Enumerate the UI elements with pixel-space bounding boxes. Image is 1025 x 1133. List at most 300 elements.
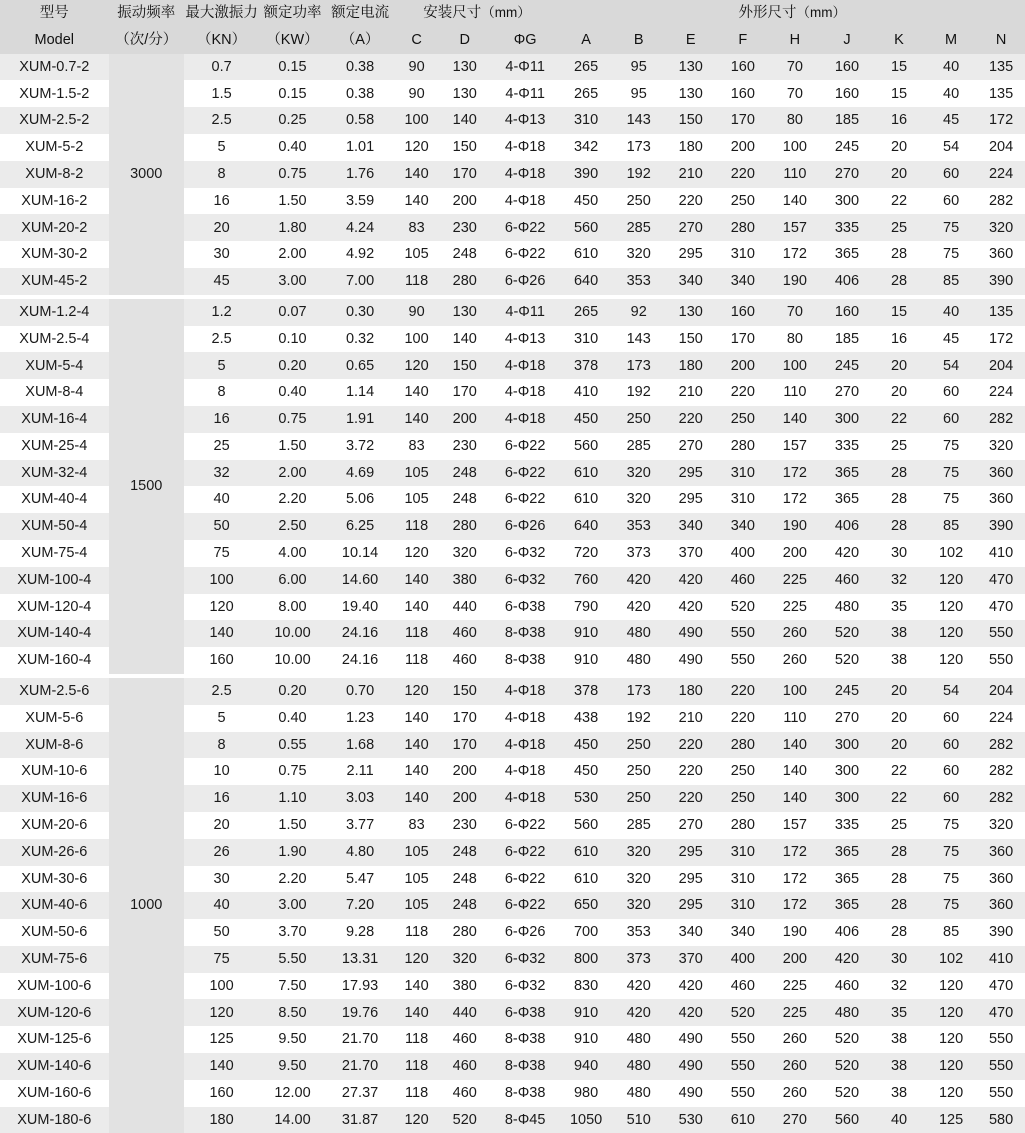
cell-G: 6-Φ26	[491, 268, 560, 295]
cell-B: 480	[613, 647, 665, 674]
cell-N: 360	[977, 241, 1025, 268]
cell-G: 4-Φ18	[491, 758, 560, 785]
cell-M: 120	[925, 594, 977, 621]
cell-E: 270	[665, 433, 717, 460]
cell-N: 390	[977, 919, 1025, 946]
cell-E: 130	[665, 54, 717, 81]
cell-K: 20	[873, 352, 925, 379]
cell-H: 140	[769, 188, 821, 215]
cell-B: 285	[613, 433, 665, 460]
cell-current: 3.77	[326, 812, 395, 839]
cell-E: 340	[665, 919, 717, 946]
cell-G: 4-Φ13	[491, 326, 560, 353]
cell-G: 4-Φ18	[491, 785, 560, 812]
cell-force: 125	[184, 1026, 259, 1053]
cell-force: 140	[184, 620, 259, 647]
cell-M: 60	[925, 188, 977, 215]
cell-model: XUM-120-6	[0, 999, 109, 1026]
cell-E: 370	[665, 540, 717, 567]
cell-F: 310	[717, 866, 769, 893]
cell-power: 9.50	[259, 1053, 325, 1080]
cell-N: 224	[977, 379, 1025, 406]
cell-A: 830	[560, 973, 613, 1000]
cell-current: 3.59	[326, 188, 395, 215]
header-model-cn: 型号	[0, 0, 109, 27]
cell-H: 260	[769, 647, 821, 674]
cell-model: XUM-75-4	[0, 540, 109, 567]
cell-K: 16	[873, 107, 925, 134]
cell-G: 4-Φ11	[491, 80, 560, 107]
cell-M: 120	[925, 647, 977, 674]
cell-model: XUM-40-4	[0, 486, 109, 513]
cell-current: 1.14	[326, 379, 395, 406]
cell-K: 35	[873, 594, 925, 621]
cell-C: 90	[394, 54, 438, 81]
cell-force: 1.2	[184, 299, 259, 326]
cell-B: 420	[613, 999, 665, 1026]
cell-current: 31.87	[326, 1107, 395, 1133]
cell-M: 54	[925, 134, 977, 161]
cell-B: 173	[613, 352, 665, 379]
cell-H: 110	[769, 705, 821, 732]
cell-current: 3.72	[326, 433, 395, 460]
table-row	[0, 678, 1025, 705]
cell-model: XUM-50-4	[0, 513, 109, 540]
cell-F: 170	[717, 107, 769, 134]
cell-force: 2.5	[184, 678, 259, 705]
cell-power: 2.20	[259, 486, 325, 513]
cell-H: 70	[769, 299, 821, 326]
cell-F: 250	[717, 188, 769, 215]
cell-C: 100	[394, 107, 438, 134]
header-col-H: H	[769, 27, 821, 54]
cell-N: 410	[977, 540, 1025, 567]
cell-J: 185	[821, 107, 873, 134]
cell-J: 460	[821, 567, 873, 594]
header-mounting-unit: （mm）	[481, 5, 531, 20]
cell-power: 1.80	[259, 214, 325, 241]
cell-C: 118	[394, 1053, 438, 1080]
cell-D: 380	[439, 973, 491, 1000]
cell-force: 5	[184, 352, 259, 379]
cell-current: 10.14	[326, 540, 395, 567]
header-power-cn: 额定功率	[259, 0, 325, 27]
cell-force: 50	[184, 919, 259, 946]
cell-E: 220	[665, 406, 717, 433]
cell-G: 6-Φ22	[491, 241, 560, 268]
cell-E: 270	[665, 812, 717, 839]
cell-B: 353	[613, 919, 665, 946]
cell-J: 245	[821, 352, 873, 379]
cell-K: 28	[873, 460, 925, 487]
cell-J: 160	[821, 54, 873, 81]
cell-M: 75	[925, 214, 977, 241]
cell-A: 560	[560, 812, 613, 839]
cell-C: 140	[394, 705, 438, 732]
cell-model: XUM-25-4	[0, 433, 109, 460]
cell-D: 140	[439, 326, 491, 353]
cell-A: 790	[560, 594, 613, 621]
cell-E: 130	[665, 299, 717, 326]
cell-F: 160	[717, 299, 769, 326]
cell-H: 172	[769, 892, 821, 919]
cell-K: 15	[873, 299, 925, 326]
cell-A: 760	[560, 567, 613, 594]
header-col-E: E	[665, 27, 717, 54]
cell-C: 105	[394, 839, 438, 866]
cell-model: XUM-2.5-6	[0, 678, 109, 705]
cell-D: 230	[439, 214, 491, 241]
cell-K: 28	[873, 892, 925, 919]
cell-H: 110	[769, 379, 821, 406]
cell-current: 1.68	[326, 732, 395, 759]
cell-current: 3.03	[326, 785, 395, 812]
cell-J: 406	[821, 268, 873, 295]
cell-power: 2.20	[259, 866, 325, 893]
cell-C: 120	[394, 540, 438, 567]
cell-C: 105	[394, 460, 438, 487]
cell-model: XUM-125-6	[0, 1026, 109, 1053]
cell-H: 190	[769, 919, 821, 946]
cell-J: 520	[821, 1026, 873, 1053]
cell-force: 180	[184, 1107, 259, 1133]
cell-power: 14.00	[259, 1107, 325, 1133]
cell-A: 450	[560, 188, 613, 215]
cell-N: 360	[977, 892, 1025, 919]
cell-E: 130	[665, 80, 717, 107]
cell-current: 5.47	[326, 866, 395, 893]
cell-D: 248	[439, 486, 491, 513]
cell-E: 370	[665, 946, 717, 973]
cell-E: 295	[665, 839, 717, 866]
cell-A: 910	[560, 1026, 613, 1053]
cell-F: 460	[717, 973, 769, 1000]
header-col-F: F	[717, 27, 769, 54]
cell-C: 118	[394, 1026, 438, 1053]
cell-model: XUM-140-4	[0, 620, 109, 647]
header-col-A: A	[560, 27, 613, 54]
cell-E: 150	[665, 326, 717, 353]
cell-model: XUM-0.7-2	[0, 54, 109, 81]
header-col-G: ΦG	[491, 27, 560, 54]
cell-A: 800	[560, 946, 613, 973]
cell-H: 190	[769, 513, 821, 540]
cell-M: 75	[925, 486, 977, 513]
cell-M: 40	[925, 54, 977, 81]
cell-F: 250	[717, 758, 769, 785]
cell-power: 2.00	[259, 460, 325, 487]
cell-G: 6-Φ22	[491, 460, 560, 487]
cell-G: 6-Φ26	[491, 919, 560, 946]
cell-power: 3.00	[259, 268, 325, 295]
cell-current: 24.16	[326, 647, 395, 674]
cell-D: 520	[439, 1107, 491, 1133]
cell-F: 310	[717, 486, 769, 513]
cell-K: 28	[873, 839, 925, 866]
cell-H: 260	[769, 1080, 821, 1107]
cell-M: 75	[925, 241, 977, 268]
cell-D: 280	[439, 268, 491, 295]
cell-power: 0.15	[259, 80, 325, 107]
cell-force: 1.5	[184, 80, 259, 107]
cell-C: 140	[394, 732, 438, 759]
cell-H: 140	[769, 785, 821, 812]
cell-current: 0.38	[326, 80, 395, 107]
cell-N: 360	[977, 839, 1025, 866]
cell-D: 230	[439, 433, 491, 460]
cell-H: 190	[769, 268, 821, 295]
cell-F: 250	[717, 785, 769, 812]
cell-C: 100	[394, 326, 438, 353]
cell-H: 140	[769, 758, 821, 785]
cell-F: 520	[717, 999, 769, 1026]
cell-G: 4-Φ18	[491, 379, 560, 406]
cell-F: 460	[717, 567, 769, 594]
cell-N: 282	[977, 406, 1025, 433]
cell-H: 70	[769, 54, 821, 81]
cell-C: 140	[394, 567, 438, 594]
cell-F: 310	[717, 460, 769, 487]
cell-K: 28	[873, 241, 925, 268]
cell-force: 75	[184, 946, 259, 973]
cell-B: 173	[613, 678, 665, 705]
cell-C: 105	[394, 866, 438, 893]
cell-D: 280	[439, 513, 491, 540]
cell-N: 360	[977, 486, 1025, 513]
cell-E: 180	[665, 134, 717, 161]
cell-A: 530	[560, 785, 613, 812]
cell-C: 83	[394, 433, 438, 460]
cell-model: XUM-10-6	[0, 758, 109, 785]
cell-K: 38	[873, 1053, 925, 1080]
header-col-M: M	[925, 27, 977, 54]
cell-J: 520	[821, 1053, 873, 1080]
cell-A: 720	[560, 540, 613, 567]
cell-A: 378	[560, 352, 613, 379]
cell-current: 1.91	[326, 406, 395, 433]
cell-power: 0.40	[259, 134, 325, 161]
cell-D: 460	[439, 1053, 491, 1080]
header-outline-group	[560, 0, 1025, 27]
cell-C: 120	[394, 678, 438, 705]
cell-D: 460	[439, 620, 491, 647]
cell-E: 420	[665, 999, 717, 1026]
cell-C: 90	[394, 299, 438, 326]
cell-N: 550	[977, 1080, 1025, 1107]
cell-K: 40	[873, 1107, 925, 1133]
header-col-N: N	[977, 27, 1025, 54]
cell-C: 118	[394, 513, 438, 540]
header-frequency-unit: （次/分）	[109, 27, 184, 54]
cell-H: 225	[769, 594, 821, 621]
cell-J: 185	[821, 326, 873, 353]
cell-H: 80	[769, 107, 821, 134]
cell-F: 220	[717, 161, 769, 188]
cell-F: 220	[717, 379, 769, 406]
cell-model: XUM-5-4	[0, 352, 109, 379]
cell-D: 130	[439, 80, 491, 107]
cell-J: 270	[821, 379, 873, 406]
cell-current: 0.30	[326, 299, 395, 326]
cell-K: 20	[873, 379, 925, 406]
cell-M: 60	[925, 161, 977, 188]
cell-B: 420	[613, 567, 665, 594]
cell-B: 95	[613, 54, 665, 81]
cell-M: 60	[925, 705, 977, 732]
cell-H: 110	[769, 161, 821, 188]
cell-D: 440	[439, 594, 491, 621]
cell-force: 140	[184, 1053, 259, 1080]
header-force-unit: （KN）	[184, 27, 259, 54]
cell-A: 265	[560, 54, 613, 81]
cell-F: 220	[717, 705, 769, 732]
cell-J: 335	[821, 812, 873, 839]
cell-power: 0.07	[259, 299, 325, 326]
cell-D: 150	[439, 352, 491, 379]
cell-C: 118	[394, 620, 438, 647]
cell-A: 310	[560, 107, 613, 134]
cell-K: 32	[873, 567, 925, 594]
cell-E: 220	[665, 758, 717, 785]
cell-C: 105	[394, 892, 438, 919]
cell-K: 28	[873, 866, 925, 893]
cell-J: 270	[821, 705, 873, 732]
cell-J: 420	[821, 946, 873, 973]
cell-E: 295	[665, 460, 717, 487]
cell-F: 340	[717, 268, 769, 295]
cell-A: 940	[560, 1053, 613, 1080]
cell-D: 150	[439, 678, 491, 705]
cell-force: 160	[184, 1080, 259, 1107]
cell-J: 365	[821, 839, 873, 866]
cell-K: 32	[873, 973, 925, 1000]
cell-F: 220	[717, 678, 769, 705]
cell-A: 560	[560, 214, 613, 241]
cell-G: 6-Φ38	[491, 999, 560, 1026]
cell-E: 490	[665, 1026, 717, 1053]
cell-C: 140	[394, 379, 438, 406]
cell-H: 260	[769, 1053, 821, 1080]
cell-current: 2.11	[326, 758, 395, 785]
cell-N: 470	[977, 973, 1025, 1000]
cell-model: XUM-2.5-2	[0, 107, 109, 134]
cell-current: 21.70	[326, 1053, 395, 1080]
cell-J: 270	[821, 161, 873, 188]
header-row-bottom	[0, 27, 1025, 54]
header-col-J: J	[821, 27, 873, 54]
cell-C: 120	[394, 352, 438, 379]
cell-D: 130	[439, 299, 491, 326]
cell-B: 320	[613, 839, 665, 866]
cell-B: 420	[613, 594, 665, 621]
cell-D: 460	[439, 1080, 491, 1107]
cell-G: 6-Φ32	[491, 946, 560, 973]
cell-frequency-group: 3000	[109, 54, 184, 295]
cell-N: 224	[977, 705, 1025, 732]
cell-C: 118	[394, 919, 438, 946]
cell-D: 280	[439, 919, 491, 946]
cell-A: 700	[560, 919, 613, 946]
header-col-C: C	[394, 27, 438, 54]
cell-E: 180	[665, 678, 717, 705]
header-col-D: D	[439, 27, 491, 54]
cell-A: 310	[560, 326, 613, 353]
cell-power: 0.40	[259, 705, 325, 732]
cell-force: 8	[184, 161, 259, 188]
cell-B: 192	[613, 379, 665, 406]
cell-B: 353	[613, 268, 665, 295]
cell-B: 320	[613, 241, 665, 268]
cell-power: 1.10	[259, 785, 325, 812]
cell-M: 40	[925, 299, 977, 326]
cell-force: 100	[184, 973, 259, 1000]
cell-C: 90	[394, 80, 438, 107]
cell-J: 245	[821, 678, 873, 705]
cell-power: 7.50	[259, 973, 325, 1000]
cell-E: 490	[665, 647, 717, 674]
cell-D: 200	[439, 406, 491, 433]
cell-model: XUM-30-6	[0, 866, 109, 893]
header-row-top	[0, 0, 1025, 27]
cell-H: 172	[769, 241, 821, 268]
cell-J: 300	[821, 785, 873, 812]
cell-A: 450	[560, 732, 613, 759]
cell-force: 5	[184, 134, 259, 161]
cell-K: 22	[873, 785, 925, 812]
cell-current: 1.23	[326, 705, 395, 732]
cell-current: 0.65	[326, 352, 395, 379]
cell-F: 160	[717, 80, 769, 107]
cell-D: 200	[439, 758, 491, 785]
cell-N: 550	[977, 1053, 1025, 1080]
cell-power: 0.40	[259, 379, 325, 406]
cell-frequency-group: 1000	[109, 678, 184, 1133]
cell-B: 480	[613, 1053, 665, 1080]
cell-E: 295	[665, 241, 717, 268]
cell-C: 120	[394, 1107, 438, 1133]
cell-current: 0.38	[326, 54, 395, 81]
cell-E: 490	[665, 620, 717, 647]
cell-model: XUM-26-6	[0, 839, 109, 866]
cell-model: XUM-5-6	[0, 705, 109, 732]
cell-C: 140	[394, 973, 438, 1000]
cell-G: 4-Φ18	[491, 161, 560, 188]
cell-current: 4.80	[326, 839, 395, 866]
cell-M: 45	[925, 107, 977, 134]
cell-J: 460	[821, 973, 873, 1000]
cell-current: 6.25	[326, 513, 395, 540]
cell-force: 75	[184, 540, 259, 567]
cell-M: 54	[925, 352, 977, 379]
cell-D: 200	[439, 785, 491, 812]
cell-H: 200	[769, 540, 821, 567]
cell-G: 6-Φ22	[491, 214, 560, 241]
cell-current: 21.70	[326, 1026, 395, 1053]
cell-J: 335	[821, 433, 873, 460]
cell-force: 30	[184, 241, 259, 268]
cell-A: 450	[560, 758, 613, 785]
cell-C: 120	[394, 134, 438, 161]
cell-model: XUM-16-6	[0, 785, 109, 812]
cell-D: 200	[439, 188, 491, 215]
cell-K: 25	[873, 433, 925, 460]
cell-M: 60	[925, 732, 977, 759]
cell-A: 410	[560, 379, 613, 406]
cell-F: 200	[717, 352, 769, 379]
cell-force: 30	[184, 866, 259, 893]
cell-F: 310	[717, 839, 769, 866]
cell-model: XUM-75-6	[0, 946, 109, 973]
